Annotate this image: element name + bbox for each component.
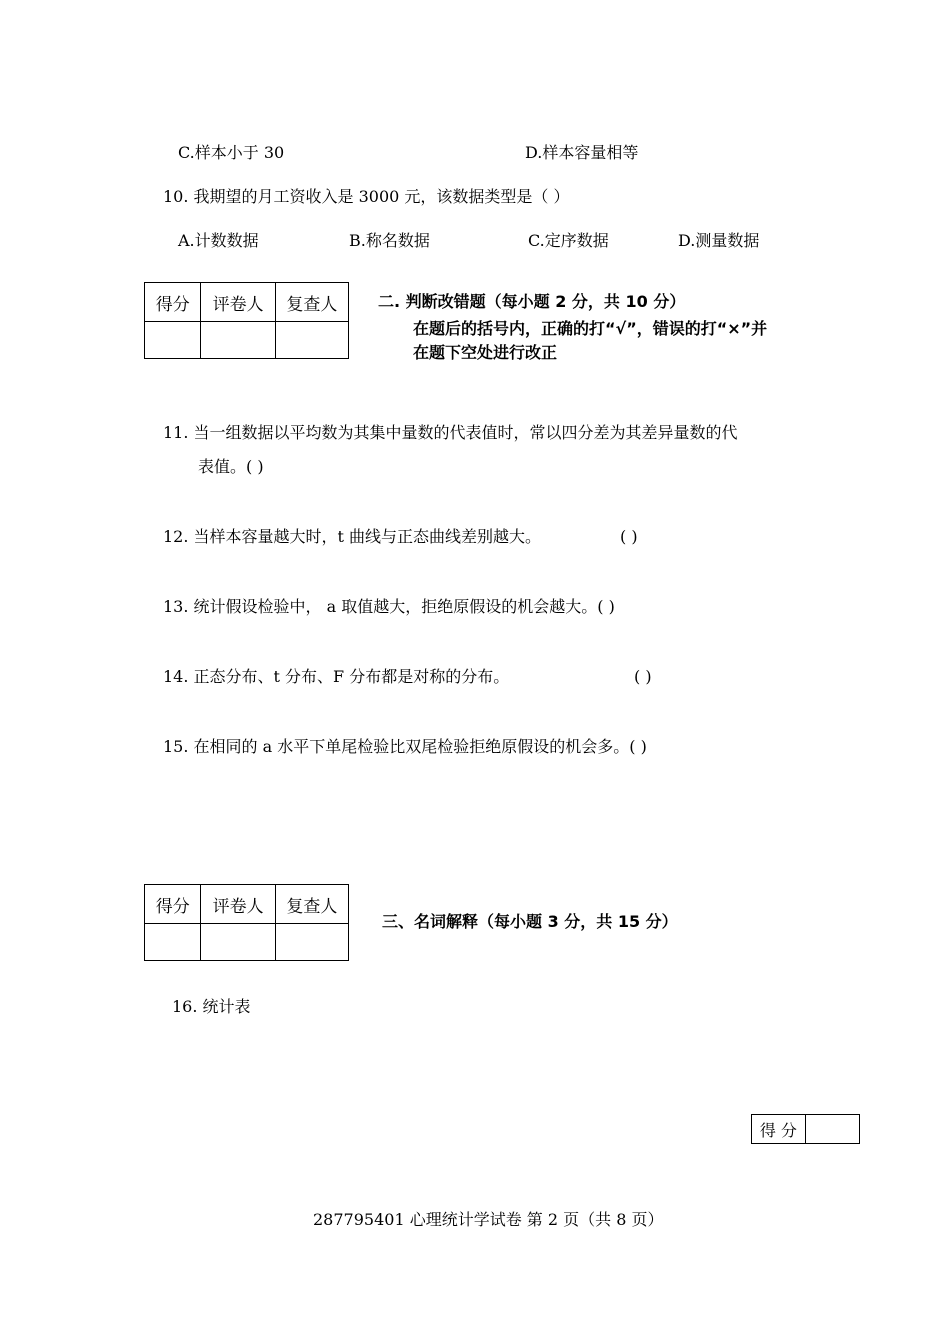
small-score-label: 得 分 bbox=[752, 1115, 806, 1144]
small-score-box bbox=[751, 1114, 860, 1144]
question-13: 13. 统计假设检验中， a 取值越大，拒绝原假设的机会越大。( ) bbox=[163, 597, 615, 616]
question-10-stem: 10. 我期望的月工资收入是 3000 元，该数据类型是（ ） bbox=[163, 187, 570, 206]
section-2-instruction: 在题后的括号内，正确的打“√”，错误的打“×”并 bbox=[413, 319, 768, 338]
option-a: A.计数数据 bbox=[178, 231, 259, 250]
reviewer-cell[interactable] bbox=[275, 322, 348, 359]
reviewer-cell[interactable] bbox=[275, 924, 348, 961]
grader-header: 评卷人 bbox=[201, 283, 275, 322]
grader-header: 评卷人 bbox=[201, 885, 275, 924]
reviewer-header: 复查人 bbox=[275, 283, 348, 322]
question-11-line-1: 11. 当一组数据以平均数为其集中量数的代表值时，常以四分差为其差异量数的代 bbox=[163, 423, 738, 442]
question-16: 16. 统计表 bbox=[172, 997, 251, 1016]
question-15: 15. 在相同的 a 水平下单尾检验比双尾检验拒绝原假设的机会多。( ) bbox=[163, 737, 647, 756]
option-d: D.样本容量相等 bbox=[525, 143, 639, 162]
grader-cell[interactable] bbox=[201, 322, 275, 359]
page-footer: 287795401 心理统计学试卷 第 2 页（共 8 页） bbox=[313, 1210, 664, 1229]
answer-blank: ( ) bbox=[620, 527, 638, 546]
score-cell[interactable] bbox=[145, 924, 201, 961]
grader-cell[interactable] bbox=[201, 924, 275, 961]
reviewer-header: 复查人 bbox=[275, 885, 348, 924]
small-score-cell[interactable] bbox=[805, 1115, 859, 1144]
option-d: D.测量数据 bbox=[678, 231, 760, 250]
section-3-title: 三、名词解释（每小题 3 分，共 15 分） bbox=[382, 912, 678, 931]
score-header: 得分 bbox=[145, 885, 201, 924]
score-header: 得分 bbox=[145, 283, 201, 322]
score-cell[interactable] bbox=[145, 322, 201, 359]
section-2-instruction: 在题下空处进行改正 bbox=[413, 343, 558, 362]
option-c: C.定序数据 bbox=[528, 231, 609, 250]
option-c: C.样本小于 30 bbox=[178, 143, 285, 162]
option-b: B.称名数据 bbox=[349, 231, 430, 250]
answer-blank: ( ) bbox=[634, 667, 652, 686]
question-14: 14. 正态分布、t 分布、F 分布都是对称的分布。 bbox=[163, 667, 510, 686]
score-table bbox=[144, 282, 349, 359]
section-2-title: 二. 判断改错题（每小题 2 分，共 10 分） bbox=[378, 292, 686, 311]
score-table bbox=[144, 884, 349, 961]
question-12: 12. 当样本容量越大时，t 曲线与正态曲线差别越大。 bbox=[163, 527, 542, 546]
question-11-line-2: 表值。( ) bbox=[198, 457, 264, 476]
